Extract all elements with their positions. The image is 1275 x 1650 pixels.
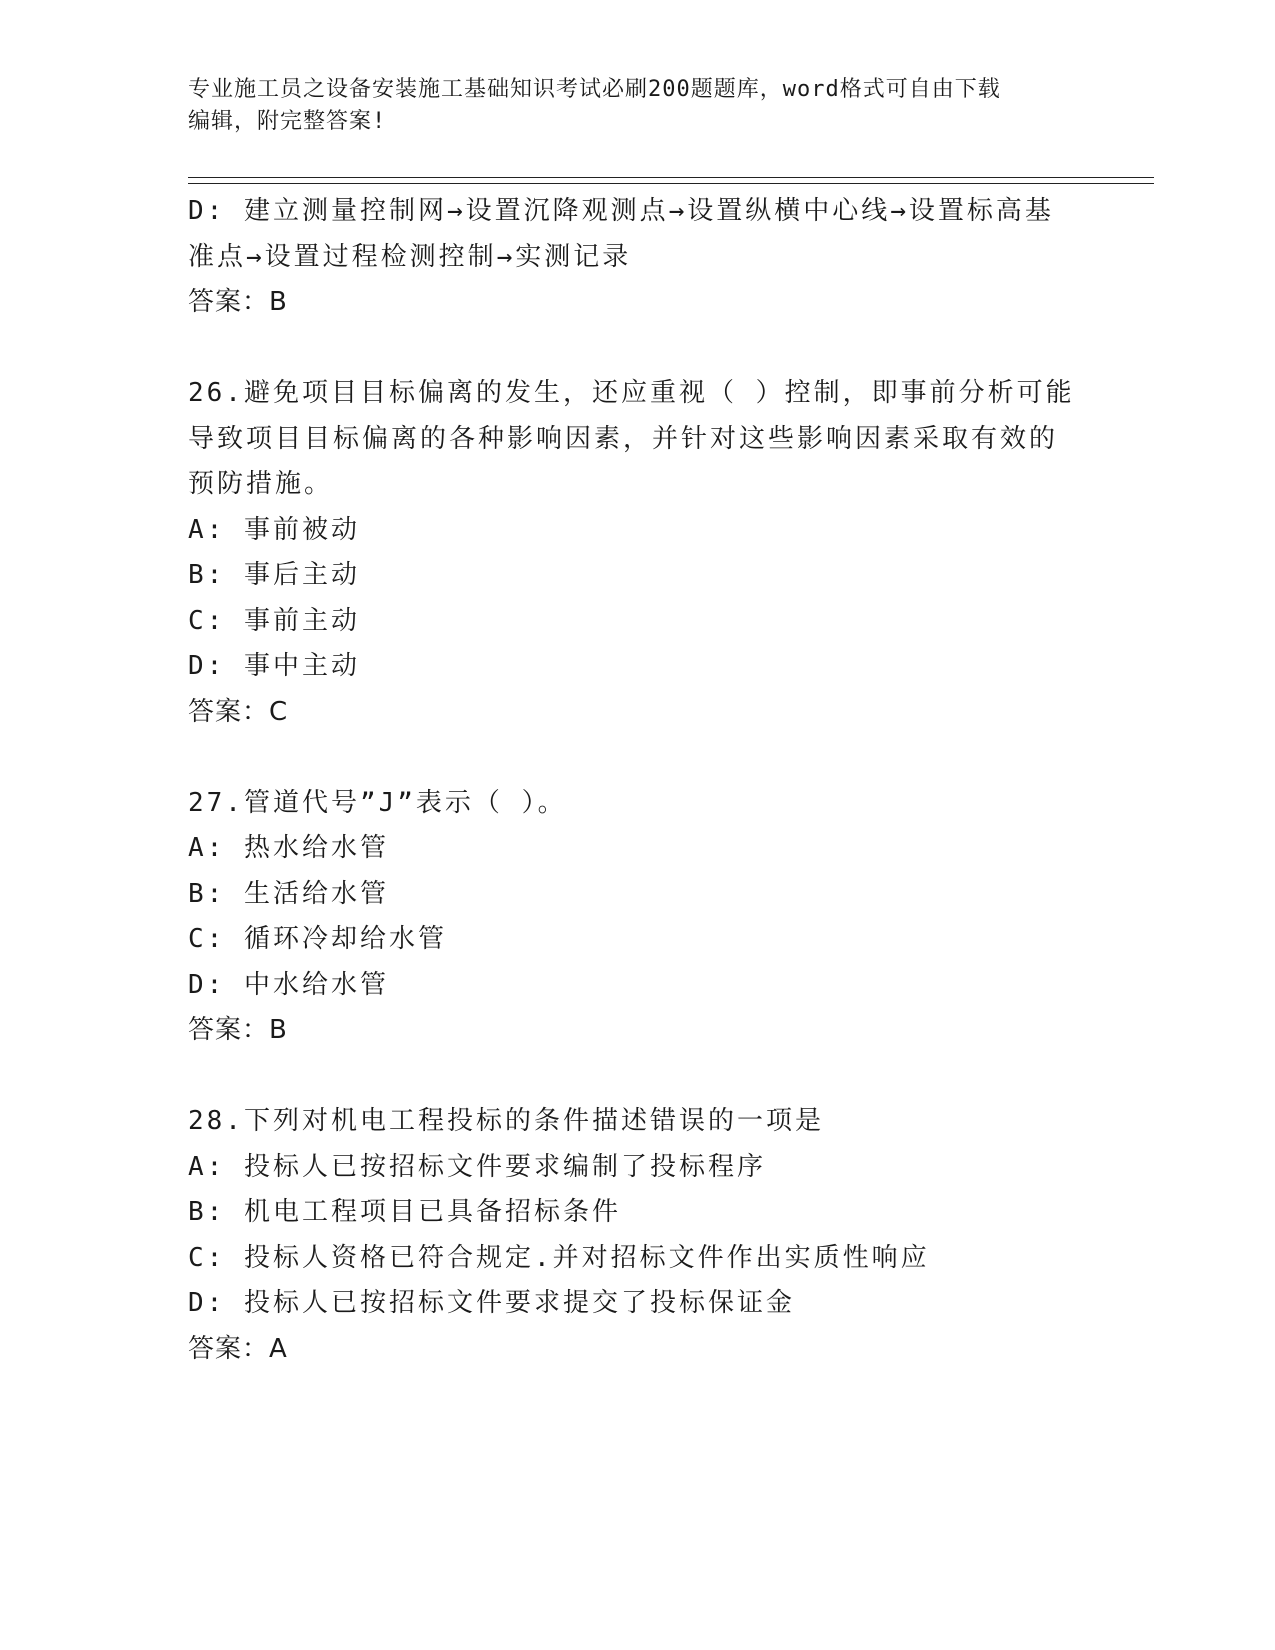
answer-line: 答案：B [188,287,288,317]
option-c: C: 循环冷却给水管 [188,924,447,954]
question-stem-continued: 导致项目目标偏离的各种影响因素，并针对这些影响因素采取有效的 [188,423,1059,454]
question-list [188,189,1088,1372]
option-b: B: 事后主动 [188,560,360,590]
option-d: D: 事中主动 [188,651,360,681]
option-b: B: 机电工程项目已具备招标条件 [188,1197,621,1227]
option-c: C: 投标人资格已符合规定.并对招标文件作出实质性响应 [188,1242,930,1273]
question-28 [188,1099,1088,1372]
option-d: D: 投标人已按招标文件要求提交了投标保证金 [188,1288,795,1318]
option-d: D: 中水给水管 [188,969,389,1000]
question-stem: 28.下列对机电工程投标的条件描述错误的一项是 [188,1106,824,1136]
answer-line: 答案：A [188,1333,288,1364]
option-a: A: 热水给水管 [188,833,389,863]
header-title-line2: 编辑，附完整答案! [188,109,387,134]
question-27 [188,781,1088,1054]
option-b: B: 生活给水管 [188,878,389,909]
option-c: C: 事前主动 [188,605,360,636]
question-stem: 26.避免项目目标偏离的发生，还应重视（ ）控制，即事前分析可能 [188,378,1075,408]
header-title-line1: 专业施工员之设备安装施工基础知识考试必刷200题题库，word格式可自由下载 [188,77,1001,102]
answer-line: 答案：C [188,696,289,727]
document-header [188,74,1078,138]
option-a: A: 投标人已按招标文件要求编制了投标程序 [188,1151,766,1182]
header-divider-top [188,177,1154,178]
question-26 [188,371,1088,735]
option-a: A: 事前被动 [188,514,360,545]
spacer [188,735,1088,781]
option-d: D: 建立测量控制网→设置沉降观测点→设置纵横中心线→设置标高基 [188,196,1054,226]
question-stem: 27.管道代号”J”表示（ ）。 [188,787,567,818]
answer-line: 答案：B [188,1015,288,1045]
spacer [188,326,1088,372]
question-stem-continued: 预防措施。 [188,469,334,499]
header-divider-bottom [188,183,1154,184]
option-d-continued: 准点→设置过程检测控制→实测记录 [188,241,632,272]
question-25-tail [188,189,1088,326]
spacer [188,1054,1088,1100]
